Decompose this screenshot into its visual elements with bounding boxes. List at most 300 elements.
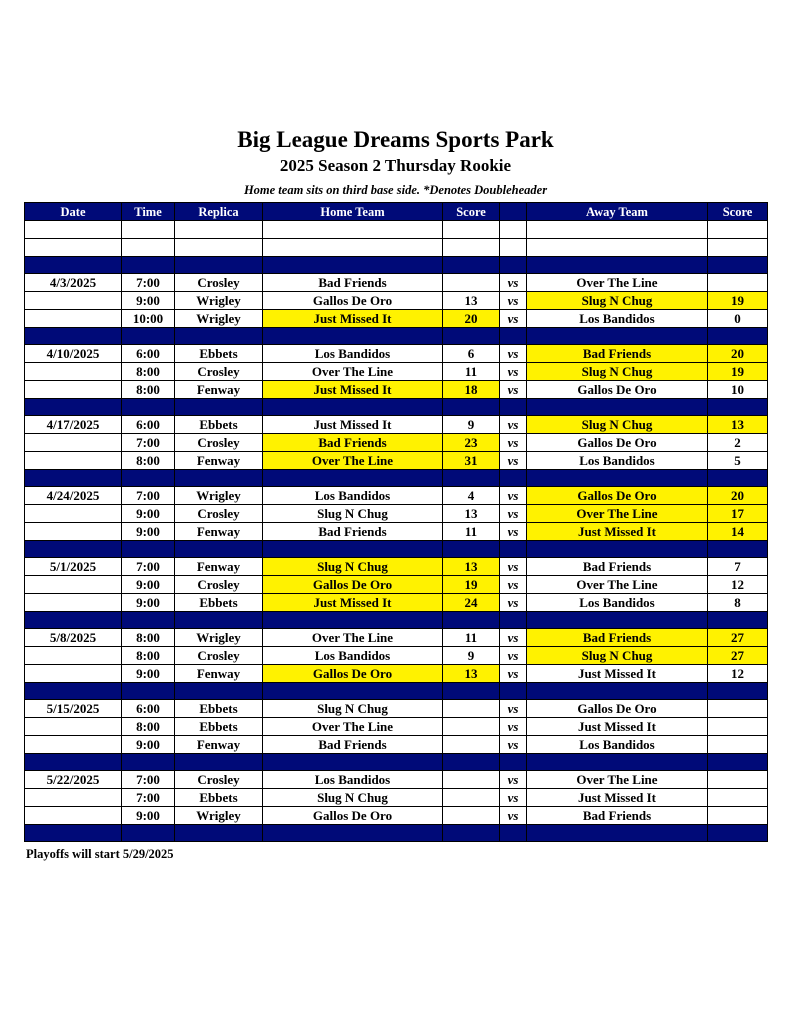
away-team: Bad Friends: [527, 807, 708, 825]
separator-cell: [25, 683, 122, 700]
away-team: Los Bandidos: [527, 452, 708, 470]
separator-cell: [25, 612, 122, 629]
home-score: 9: [443, 416, 500, 434]
home-team: Just Missed It: [263, 416, 443, 434]
home-team: Just Missed It: [263, 310, 443, 328]
vs-label: vs: [500, 718, 527, 736]
game-time: 6:00: [122, 416, 175, 434]
game-time: 9:00: [122, 736, 175, 754]
separator-cell: [122, 825, 175, 842]
blank-row: [25, 239, 768, 257]
away-score: 10: [708, 381, 768, 399]
game-row: [25, 274, 768, 292]
separator-cell: [443, 754, 500, 771]
separator-cell: [500, 257, 527, 274]
home-team: Bad Friends: [263, 736, 443, 754]
home-score: 4: [443, 487, 500, 505]
game-date: [25, 736, 122, 754]
away-team: Slug N Chug: [527, 292, 708, 310]
home-score: [443, 718, 500, 736]
game-time: 8:00: [122, 452, 175, 470]
game-time: 6:00: [122, 700, 175, 718]
game-field: Crosley: [175, 363, 263, 381]
game-field: Ebbets: [175, 789, 263, 807]
separator-cell: [263, 754, 443, 771]
home-score: 11: [443, 363, 500, 381]
separator-cell: [500, 541, 527, 558]
home-score: 20: [443, 310, 500, 328]
away-team: Over The Line: [527, 576, 708, 594]
game-row: [25, 594, 768, 612]
home-team: Over The Line: [263, 718, 443, 736]
game-date: 5/22/2025: [25, 771, 122, 789]
away-score: 14: [708, 523, 768, 541]
vs-label: vs: [500, 665, 527, 683]
away-team: Bad Friends: [527, 558, 708, 576]
game-date: [25, 292, 122, 310]
game-date: [25, 310, 122, 328]
game-date: [25, 665, 122, 683]
game-date: [25, 807, 122, 825]
game-time: 9:00: [122, 807, 175, 825]
game-date: [25, 594, 122, 612]
separator-cell: [175, 754, 263, 771]
separator-cell: [25, 541, 122, 558]
home-score: 19: [443, 576, 500, 594]
game-row: [25, 381, 768, 399]
game-row: [25, 736, 768, 754]
page-title: Big League Dreams Sports Park: [237, 127, 554, 152]
game-field: Ebbets: [175, 416, 263, 434]
game-row: [25, 629, 768, 647]
separator-cell: [443, 399, 500, 416]
home-team: Just Missed It: [263, 381, 443, 399]
game-date: 5/8/2025: [25, 629, 122, 647]
home-score: 11: [443, 523, 500, 541]
game-row: [25, 576, 768, 594]
separator-cell: [443, 328, 500, 345]
separator-cell: [500, 399, 527, 416]
game-row: [25, 558, 768, 576]
game-field: Fenway: [175, 736, 263, 754]
game-time: 6:00: [122, 345, 175, 363]
game-date: 5/15/2025: [25, 700, 122, 718]
away-team: Gallos De Oro: [527, 487, 708, 505]
game-row: [25, 416, 768, 434]
home-score: 31: [443, 452, 500, 470]
separator-cell: [527, 257, 708, 274]
game-time: 9:00: [122, 292, 175, 310]
away-score: 7: [708, 558, 768, 576]
separator-cell: [708, 541, 768, 558]
game-date: [25, 452, 122, 470]
away-score: [708, 736, 768, 754]
game-row: [25, 345, 768, 363]
game-time: 7:00: [122, 274, 175, 292]
game-row: [25, 700, 768, 718]
home-team: Over The Line: [263, 363, 443, 381]
week-separator: [25, 541, 768, 558]
header-home-score: Score: [443, 203, 500, 221]
away-team: Los Bandidos: [527, 594, 708, 612]
separator-cell: [122, 541, 175, 558]
header-away-score: Score: [708, 203, 768, 221]
home-team: Los Bandidos: [263, 487, 443, 505]
game-time: 9:00: [122, 576, 175, 594]
separator-cell: [122, 399, 175, 416]
away-score: 20: [708, 345, 768, 363]
separator-cell: [25, 754, 122, 771]
game-date: 4/10/2025: [25, 345, 122, 363]
separator-cell: [122, 683, 175, 700]
home-team: Slug N Chug: [263, 700, 443, 718]
vs-label: vs: [500, 736, 527, 754]
week-separator: [25, 612, 768, 629]
game-field: Wrigley: [175, 807, 263, 825]
separator-cell: [263, 683, 443, 700]
away-team: Just Missed It: [527, 523, 708, 541]
separator-cell: [527, 328, 708, 345]
schedule-table: [24, 202, 768, 842]
vs-label: vs: [500, 487, 527, 505]
away-team: Gallos De Oro: [527, 700, 708, 718]
separator-cell: [263, 612, 443, 629]
home-score: 13: [443, 665, 500, 683]
away-score: 12: [708, 665, 768, 683]
away-team: Los Bandidos: [527, 736, 708, 754]
header-away-team: Away Team: [527, 203, 708, 221]
separator-cell: [175, 257, 263, 274]
game-time: 9:00: [122, 523, 175, 541]
separator-cell: [122, 257, 175, 274]
game-field: Wrigley: [175, 487, 263, 505]
blank-row: [25, 221, 768, 239]
separator-cell: [122, 470, 175, 487]
game-time: 9:00: [122, 505, 175, 523]
header-vs: [500, 203, 527, 221]
separator-cell: [443, 612, 500, 629]
separator-cell: [500, 612, 527, 629]
separator-cell: [25, 257, 122, 274]
separator-cell: [708, 399, 768, 416]
home-team: Over The Line: [263, 452, 443, 470]
away-team: Gallos De Oro: [527, 381, 708, 399]
game-row: [25, 789, 768, 807]
game-field: Crosley: [175, 771, 263, 789]
separator-cell: [708, 328, 768, 345]
home-team: Slug N Chug: [263, 505, 443, 523]
away-team: Slug N Chug: [527, 647, 708, 665]
separator-cell: [500, 825, 527, 842]
separator-cell: [263, 825, 443, 842]
home-score: [443, 274, 500, 292]
separator-cell: [175, 470, 263, 487]
game-field: Fenway: [175, 523, 263, 541]
game-field: Ebbets: [175, 718, 263, 736]
separator-cell: [500, 470, 527, 487]
separator-cell: [708, 825, 768, 842]
game-field: Wrigley: [175, 310, 263, 328]
separator-cell: [500, 328, 527, 345]
home-score: [443, 789, 500, 807]
separator-cell: [443, 541, 500, 558]
away-score: 17: [708, 505, 768, 523]
home-team: Just Missed It: [263, 594, 443, 612]
game-row: [25, 807, 768, 825]
game-date: [25, 523, 122, 541]
game-row: [25, 310, 768, 328]
game-row: [25, 292, 768, 310]
home-team: Gallos De Oro: [263, 292, 443, 310]
home-team: Slug N Chug: [263, 789, 443, 807]
home-score: 18: [443, 381, 500, 399]
home-team: Gallos De Oro: [263, 665, 443, 683]
separator-cell: [263, 328, 443, 345]
separator-cell: [443, 257, 500, 274]
home-team: Over The Line: [263, 629, 443, 647]
separator-cell: [25, 825, 122, 842]
away-team: Bad Friends: [527, 345, 708, 363]
vs-label: vs: [500, 558, 527, 576]
away-team: Just Missed It: [527, 789, 708, 807]
away-score: 12: [708, 576, 768, 594]
game-field: Ebbets: [175, 594, 263, 612]
vs-label: vs: [500, 594, 527, 612]
away-score: 20: [708, 487, 768, 505]
vs-label: vs: [500, 700, 527, 718]
home-team: Bad Friends: [263, 523, 443, 541]
game-row: [25, 487, 768, 505]
home-score: [443, 700, 500, 718]
vs-label: vs: [500, 771, 527, 789]
away-team: Over The Line: [527, 505, 708, 523]
vs-label: vs: [500, 647, 527, 665]
game-time: 10:00: [122, 310, 175, 328]
home-score: 23: [443, 434, 500, 452]
game-time: 9:00: [122, 665, 175, 683]
separator-cell: [708, 257, 768, 274]
game-time: 7:00: [122, 789, 175, 807]
game-time: 8:00: [122, 381, 175, 399]
game-field: Fenway: [175, 558, 263, 576]
game-date: [25, 505, 122, 523]
away-team: Los Bandidos: [527, 310, 708, 328]
vs-label: vs: [500, 807, 527, 825]
game-row: [25, 647, 768, 665]
home-team: Bad Friends: [263, 274, 443, 292]
separator-cell: [527, 754, 708, 771]
game-field: Crosley: [175, 576, 263, 594]
separator-cell: [122, 754, 175, 771]
separator-cell: [443, 683, 500, 700]
separator-cell: [443, 470, 500, 487]
away-score: 27: [708, 647, 768, 665]
vs-label: vs: [500, 363, 527, 381]
away-team: Slug N Chug: [527, 416, 708, 434]
game-date: [25, 718, 122, 736]
game-row: [25, 434, 768, 452]
game-field: Fenway: [175, 665, 263, 683]
game-time: 8:00: [122, 629, 175, 647]
home-score: 11: [443, 629, 500, 647]
away-score: [708, 789, 768, 807]
away-score: 19: [708, 363, 768, 381]
vs-label: vs: [500, 416, 527, 434]
home-team: Los Bandidos: [263, 345, 443, 363]
separator-cell: [263, 399, 443, 416]
game-field: Fenway: [175, 381, 263, 399]
header-home-team: Home Team: [263, 203, 443, 221]
separator-cell: [443, 825, 500, 842]
away-team: Over The Line: [527, 771, 708, 789]
game-time: 8:00: [122, 363, 175, 381]
home-score: 13: [443, 292, 500, 310]
separator-cell: [527, 470, 708, 487]
away-team: Just Missed It: [527, 665, 708, 683]
game-date: [25, 576, 122, 594]
separator-cell: [263, 470, 443, 487]
game-field: Fenway: [175, 452, 263, 470]
separator-cell: [175, 683, 263, 700]
away-team: Slug N Chug: [527, 363, 708, 381]
home-score: 24: [443, 594, 500, 612]
separator-cell: [500, 754, 527, 771]
separator-cell: [175, 328, 263, 345]
game-time: 7:00: [122, 558, 175, 576]
playoffs-note: Playoffs will start 5/29/2025: [26, 847, 174, 861]
week-separator: [25, 470, 768, 487]
game-date: [25, 647, 122, 665]
home-score: [443, 807, 500, 825]
header-time: Time: [122, 203, 175, 221]
game-time: 7:00: [122, 434, 175, 452]
game-date: 4/24/2025: [25, 487, 122, 505]
separator-cell: [122, 612, 175, 629]
separator-cell: [708, 612, 768, 629]
game-field: Crosley: [175, 647, 263, 665]
game-date: [25, 434, 122, 452]
game-row: [25, 771, 768, 789]
away-team: Gallos De Oro: [527, 434, 708, 452]
vs-label: vs: [500, 789, 527, 807]
game-row: [25, 523, 768, 541]
away-score: [708, 807, 768, 825]
week-separator: [25, 399, 768, 416]
week-separator: [25, 328, 768, 345]
away-score: 8: [708, 594, 768, 612]
week-separator: [25, 257, 768, 274]
vs-label: vs: [500, 629, 527, 647]
home-score: [443, 736, 500, 754]
game-field: Wrigley: [175, 292, 263, 310]
home-team: Gallos De Oro: [263, 807, 443, 825]
away-score: [708, 718, 768, 736]
game-date: [25, 363, 122, 381]
separator-cell: [527, 399, 708, 416]
home-team: Los Bandidos: [263, 647, 443, 665]
away-score: 13: [708, 416, 768, 434]
week-separator: [25, 825, 768, 842]
game-date: 4/17/2025: [25, 416, 122, 434]
home-team: Slug N Chug: [263, 558, 443, 576]
home-score: 13: [443, 505, 500, 523]
game-time: 7:00: [122, 487, 175, 505]
game-time: 7:00: [122, 771, 175, 789]
separator-cell: [527, 541, 708, 558]
separator-cell: [527, 683, 708, 700]
away-score: [708, 700, 768, 718]
week-separator: [25, 754, 768, 771]
vs-label: vs: [500, 274, 527, 292]
away-score: [708, 771, 768, 789]
vs-label: vs: [500, 345, 527, 363]
vs-label: vs: [500, 523, 527, 541]
vs-label: vs: [500, 292, 527, 310]
separator-cell: [708, 470, 768, 487]
game-field: Wrigley: [175, 629, 263, 647]
schedule-note: Home team sits on third base side. *Denotes Doubleheader: [243, 183, 548, 197]
home-team: Gallos De Oro: [263, 576, 443, 594]
away-team: Over The Line: [527, 274, 708, 292]
header-row: [25, 203, 768, 221]
home-score: 9: [443, 647, 500, 665]
away-score: 27: [708, 629, 768, 647]
game-row: [25, 718, 768, 736]
away-score: 2: [708, 434, 768, 452]
separator-cell: [122, 328, 175, 345]
away-score: 5: [708, 452, 768, 470]
separator-cell: [175, 612, 263, 629]
separator-cell: [708, 683, 768, 700]
game-row: [25, 505, 768, 523]
game-date: 5/1/2025: [25, 558, 122, 576]
game-time: 8:00: [122, 647, 175, 665]
separator-cell: [175, 541, 263, 558]
game-field: Ebbets: [175, 700, 263, 718]
separator-cell: [500, 683, 527, 700]
game-date: 4/3/2025: [25, 274, 122, 292]
home-score: 6: [443, 345, 500, 363]
away-score: 0: [708, 310, 768, 328]
week-separator: [25, 683, 768, 700]
game-time: 9:00: [122, 594, 175, 612]
away-team: Bad Friends: [527, 629, 708, 647]
vs-label: vs: [500, 434, 527, 452]
away-team: Just Missed It: [527, 718, 708, 736]
game-row: [25, 665, 768, 683]
separator-cell: [263, 257, 443, 274]
game-row: [25, 363, 768, 381]
game-row: [25, 452, 768, 470]
away-score: [708, 274, 768, 292]
game-date: [25, 789, 122, 807]
game-field: Crosley: [175, 274, 263, 292]
home-team: Los Bandidos: [263, 771, 443, 789]
game-time: 8:00: [122, 718, 175, 736]
separator-cell: [708, 754, 768, 771]
separator-cell: [263, 541, 443, 558]
separator-cell: [25, 399, 122, 416]
vs-label: vs: [500, 576, 527, 594]
vs-label: vs: [500, 452, 527, 470]
header-replica: Replica: [175, 203, 263, 221]
separator-cell: [25, 470, 122, 487]
separator-cell: [527, 825, 708, 842]
away-score: 19: [708, 292, 768, 310]
page-subtitle: 2025 Season 2 Thursday Rookie: [279, 156, 512, 175]
separator-cell: [527, 612, 708, 629]
home-score: [443, 771, 500, 789]
